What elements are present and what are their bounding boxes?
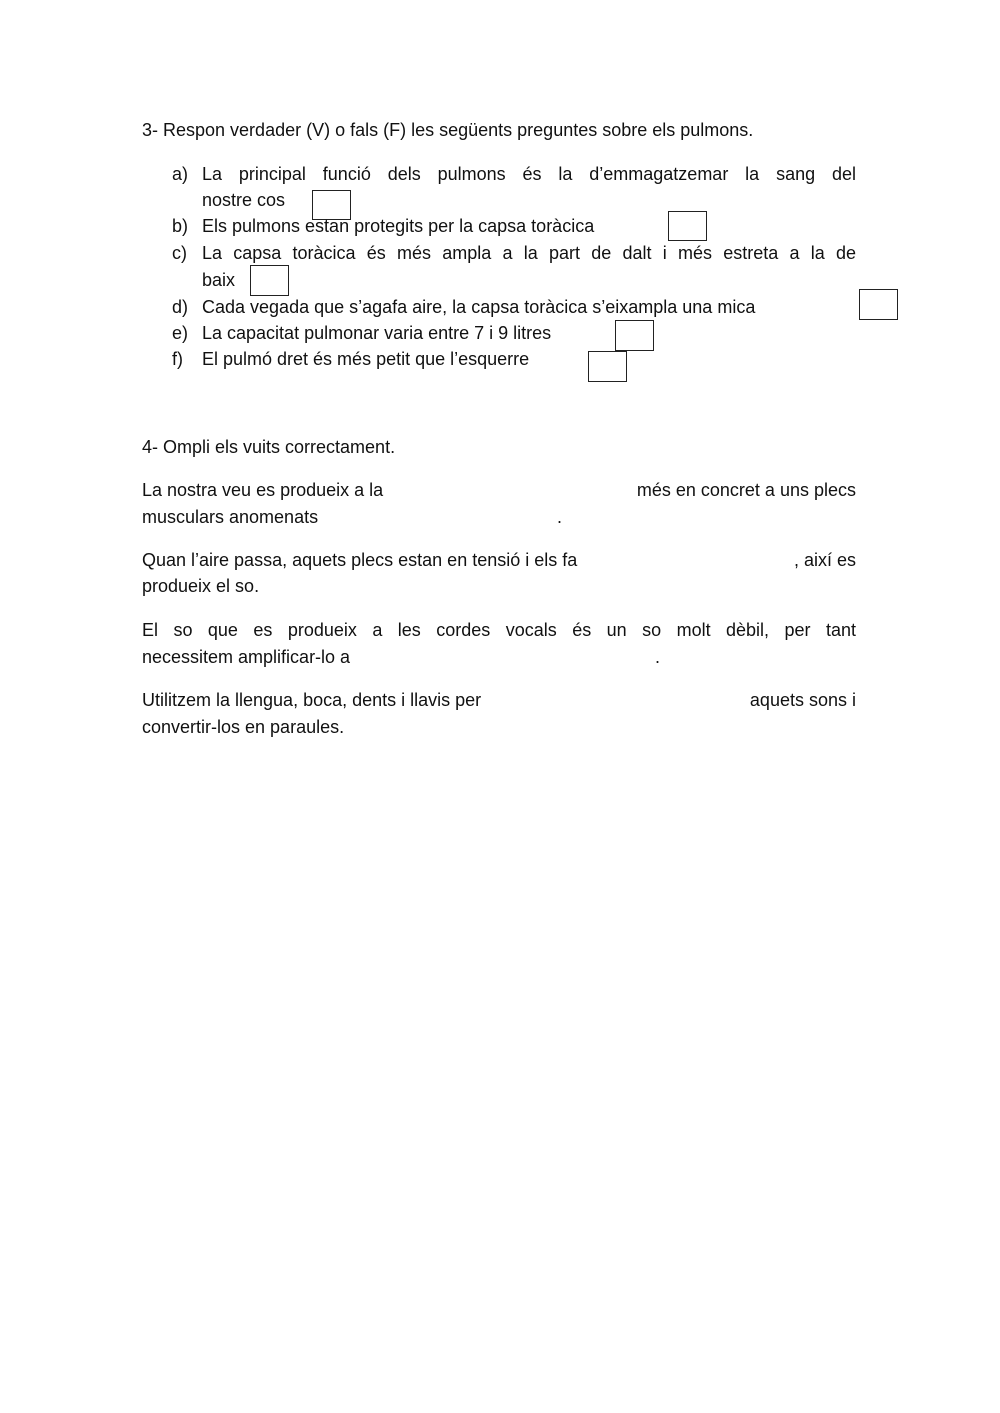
- item-a-letter: a): [172, 164, 189, 184]
- p3-text-a: El so que es produeix a les cordes vocals és un so molt dèbil, per tant: [142, 620, 856, 640]
- p2-text-c: produeix el so.: [142, 576, 260, 596]
- answer-box-c[interactable]: [250, 265, 289, 296]
- item-f-letter: f): [172, 349, 183, 369]
- answer-box-d[interactable]: [859, 289, 898, 320]
- p2-text-a: Quan l’aire passa, aquets plecs estan en tensió i els fa: [142, 550, 578, 570]
- item-d-line1: Cada vegada que s’agafa aire, la capsa toràcica s’eixampla una mica: [202, 297, 756, 317]
- answer-box-e[interactable]: [615, 320, 654, 351]
- item-c-line1: La capsa toràcica és més ampla a la part de dalt i més estreta a la de: [202, 243, 856, 263]
- blank-2[interactable]: [345, 506, 555, 528]
- blank-1[interactable]: [424, 479, 600, 501]
- p3-text-c: .: [655, 647, 661, 667]
- p2-text-b: , així es: [793, 550, 856, 570]
- blank-3[interactable]: [640, 549, 780, 571]
- section3-title: 3- Respon verdader (V) o fals (F) les següents preguntes sobre els pulmons.: [142, 120, 754, 140]
- item-a-line2: nostre cos: [202, 190, 286, 210]
- item-e-line1: La capacitat pulmonar varia entre 7 i 9 litres: [202, 323, 552, 343]
- item-c-letter: c): [172, 243, 187, 263]
- blank-4[interactable]: [381, 646, 651, 668]
- item-b-letter: b): [172, 216, 189, 236]
- answer-box-b[interactable]: [668, 211, 707, 241]
- p4-text-a: Utilitzem la llengua, boca, dents i llavis per: [142, 690, 482, 710]
- p4-text-b: aquets sons i: [749, 690, 856, 710]
- item-d-letter: d): [172, 297, 189, 317]
- p1-text-c: musculars anomenats: [142, 507, 319, 527]
- item-c-line2: baix: [202, 270, 236, 290]
- blank-5[interactable]: [536, 689, 726, 711]
- p1-text-b: més en concret a uns plecs: [636, 480, 856, 500]
- p1-text-a: La nostra veu es produeix a la: [142, 480, 384, 500]
- p3-text-b: necessitem amplificar-lo a: [142, 647, 351, 667]
- item-a-line1: La principal funció dels pulmons és la d’emmagatzemar la sang del: [202, 164, 856, 184]
- item-f-line1: El pulmó dret és més petit que l’esquerre: [202, 349, 530, 369]
- p4-text-c: convertir-los en paraules.: [142, 717, 345, 737]
- p1-text-d: .: [557, 507, 563, 527]
- item-b-line1: Els pulmons estan protegits per la capsa toràcica: [202, 216, 595, 236]
- item-e-letter: e): [172, 323, 189, 343]
- section4-title: 4- Ompli els vuits correctament.: [142, 437, 396, 457]
- answer-box-f[interactable]: [588, 351, 627, 382]
